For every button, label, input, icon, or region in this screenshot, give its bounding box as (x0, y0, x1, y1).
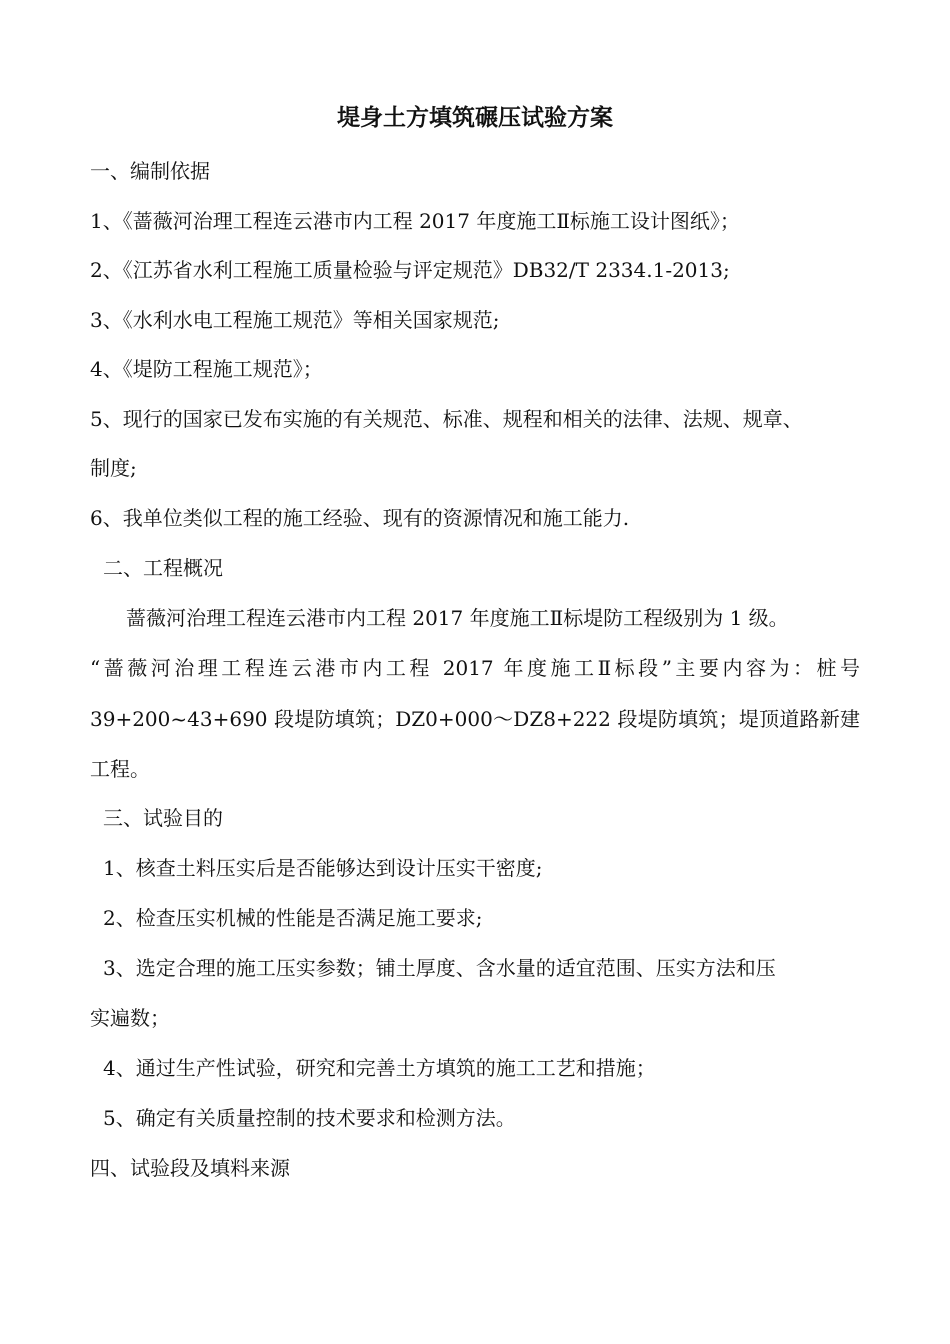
document-title: 堤身土方填筑碾压试验方案 (337, 104, 613, 131)
purpose-item-3: 3、选定合理的施工压实参数；铺土厚度、含水量的适宜范围、压实方法和压 (103, 956, 776, 980)
basis-item-2: 2、《江苏省水利工程施工质量检验与评定规范》DB32/T 2334.1-2013; (90, 258, 730, 282)
purpose-item-3-continued: 实遍数； (90, 1006, 170, 1030)
section-heading-purpose: 三、试验目的 (103, 806, 223, 830)
basis-item-5: 5、现行的国家已发布实施的有关规范、标准、规程和相关的法律、法规、规章、 (90, 407, 803, 431)
basis-item-5-continued: 制度; (90, 456, 137, 480)
basis-item-1: 1、《蔷薇河治理工程连云港市内工程 2017 年度施工Ⅱ标施工设计图纸》； (90, 209, 740, 233)
overview-paragraph-line: 39+200~43+690 段堤防填筑；DZ0+000～DZ8+222 段堤防填筑；堤顶道路新建 (90, 707, 860, 731)
basis-item-4: 4、《堤防工程施工规范》； (90, 357, 323, 381)
section-heading-trial-section: 四、试验段及填料来源 (90, 1156, 290, 1180)
basis-item-6: 6、我单位类似工程的施工经验、现有的资源情况和施工能力. (90, 506, 630, 530)
purpose-item-2: 2、检查压实机械的性能是否满足施工要求; (103, 906, 483, 930)
purpose-item-1: 1、核查土料压实后是否能够达到设计压实干密度; (103, 856, 543, 880)
section-heading-basis: 一、编制依据 (90, 159, 210, 183)
overview-paragraph-line: 工程。 (90, 757, 150, 781)
overview-paragraph-line: 蔷薇河治理工程连云港市内工程 2017 年度施工Ⅱ标堤防工程级别为 1 级。 (126, 606, 789, 630)
purpose-item-5: 5、确定有关质量控制的技术要求和检测方法。 (103, 1106, 516, 1130)
basis-item-3: 3、《水利水电工程施工规范》等相关国家规范; (90, 308, 500, 332)
purpose-item-4: 4、通过生产性试验，研究和完善土方填筑的施工工艺和措施； (103, 1056, 656, 1080)
section-heading-overview: 二、工程概况 (103, 556, 223, 580)
overview-paragraph-line: “蔷薇河治理工程连云港市内工程 2017 年度施工Ⅱ标段”主要内容为：桩号 (90, 656, 860, 680)
